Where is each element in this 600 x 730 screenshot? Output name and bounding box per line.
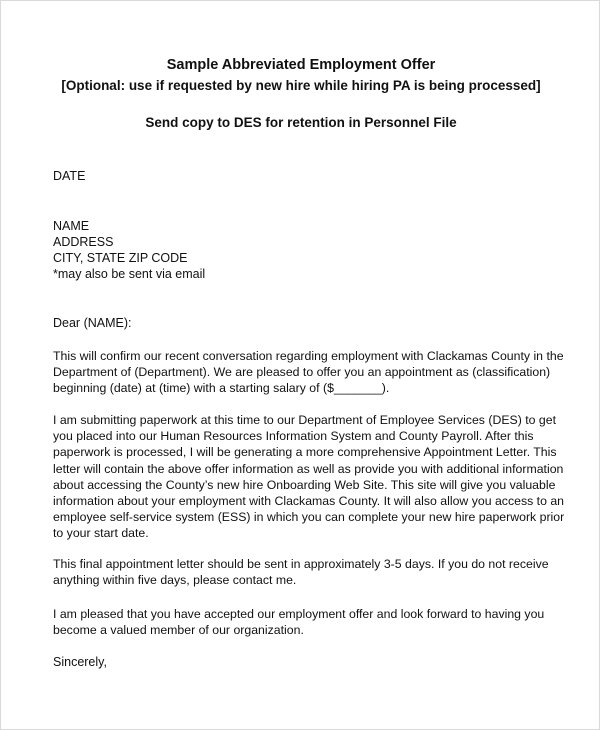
paragraph-confirmation: [53, 348, 564, 397]
paragraph-line: information about your employment with Clackamas County. It will also allow you access to an: [53, 494, 565, 509]
address-email-note: *may also be sent via email: [53, 267, 206, 281]
address-name: NAME: [53, 219, 90, 233]
paragraph-line: employee self-service system (ESS) in which you can complete your new hire paperwork prior: [53, 510, 565, 525]
document-title: Sample Abbreviated Employment Offer: [166, 57, 436, 73]
paragraph-line: Department of (Department). We are pleased to offer you an appointment as (classification): [53, 365, 551, 380]
paragraph-line: about accessing the County’s new hire Onboarding Web Site. This site will give you valuable: [53, 477, 556, 492]
salutation: Dear (NAME):: [53, 316, 132, 330]
date-line: DATE: [53, 169, 86, 183]
paragraph-line: become a valued member of our organization.: [53, 623, 304, 638]
document-subtitle: [Optional: use if requested by new hire while hiring PA is being processed]: [61, 78, 541, 93]
paragraph-line: paperwork is processed, I will be generating a more comprehensive Appointment Letter. This: [53, 445, 557, 460]
paragraph-paperwork: [53, 412, 565, 542]
address-city: CITY, STATE ZIP CODE: [53, 251, 188, 265]
paragraph-line: I am submitting paperwork at this time to our Department of Employee Services (DES) to get: [53, 413, 557, 427]
paragraph-timing: [53, 556, 553, 588]
paragraph-line: to your start date.: [53, 526, 149, 541]
paragraph-line: anything within five days, please contact me.: [53, 573, 297, 588]
send-copy-note: Send copy to DES for retention in Personnel File: [145, 115, 457, 130]
address-street: ADDRESS: [53, 235, 114, 249]
paragraph-line: letter will contain the above offer information as well as provide you with additional information: [53, 461, 564, 476]
closing: Sincerely,: [53, 655, 107, 669]
paragraph-line: I am pleased that you have accepted our employment offer and look forward to having you: [53, 607, 545, 621]
paragraph-line: This will confirm our recent conversation regarding employment with Clackamas County in the: [53, 349, 564, 363]
paragraph-line: This final appointment letter should be sent in approximately 3-5 days. If you do not receive: [53, 557, 549, 571]
paragraph-line: you placed into our Human Resources Information System and County Payroll. After this: [53, 429, 534, 444]
paragraph-line: beginning (date) at (time) with a starting salary of ($_______).: [53, 381, 390, 396]
paragraph-welcome: [53, 606, 553, 638]
